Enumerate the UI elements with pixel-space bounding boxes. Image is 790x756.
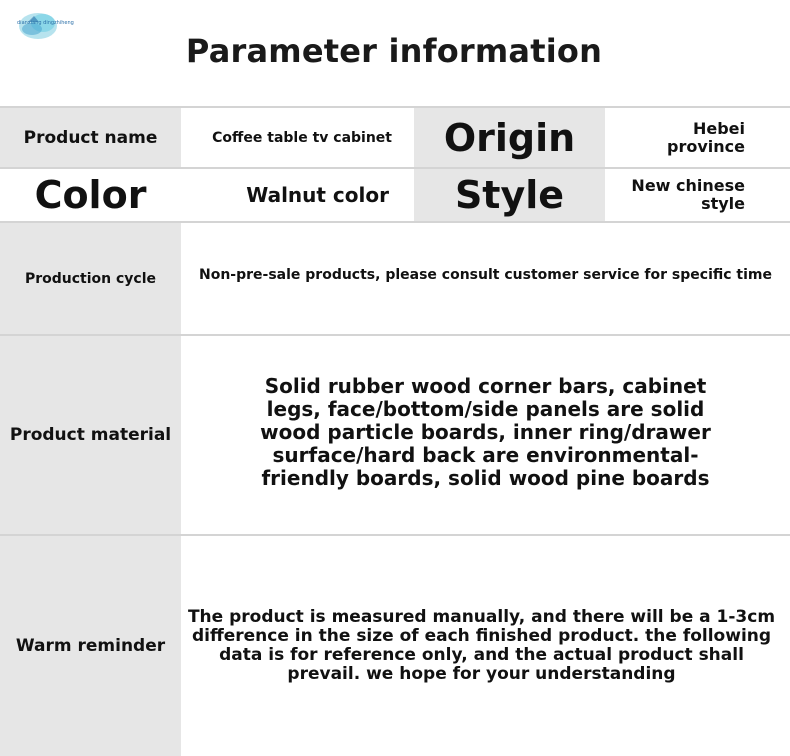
origin-label: Origin [414,108,605,167]
warm-reminder-label: Warm reminder [0,536,181,756]
production-cycle-label: Production cycle [0,223,181,334]
color-label: Color [0,169,181,221]
production-cycle-value: Non-pre-sale products, please consult customer service for specific time [181,223,790,334]
style-label: Style [414,169,605,221]
warm-reminder-value: The product is measured manually, and there will be a 1-3cm difference in the size of each finished product. the following data is for reference only, and the actual product shall prevail. we hope for your understanding [181,536,790,756]
product-material-value: Solid rubber wood corner bars, cabinet legs, face/bottom/side panels are solid wood particle boards, inner ring/drawer surface/hard back are environmental-friendly boards, solid wood pine boards [181,336,790,534]
product-name-value: Coffee table tv cabinet [181,108,414,167]
color-value: Walnut color [181,169,414,221]
parameter-table [0,106,790,756]
style-value: New chinese style [605,169,790,221]
origin-value: Hebei province [605,108,790,167]
page-title: Parameter information [185,32,603,70]
product-name-label: Product name [0,108,181,167]
logo-text: dianxiang dingzhiheng [17,20,74,26]
product-material-label: Product material [0,336,181,534]
